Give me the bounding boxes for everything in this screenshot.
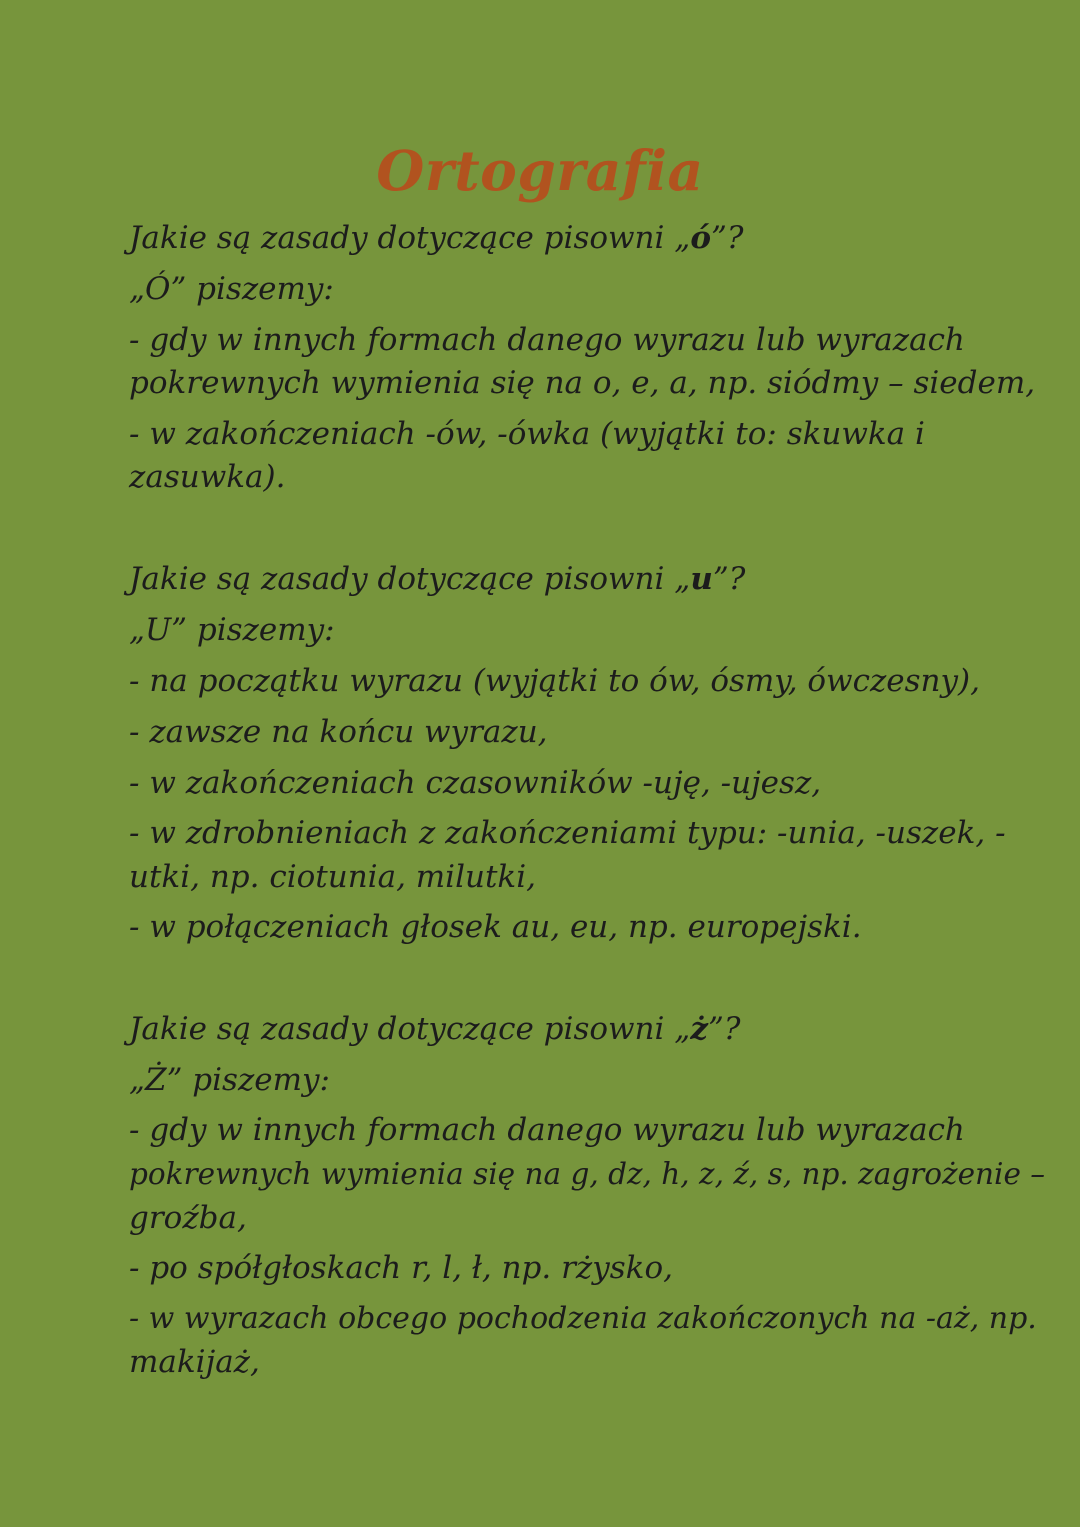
rule-line: - zawsze na końcu wyrazu,: [129, 714, 548, 750]
question-suffix: ”?: [707, 1011, 741, 1047]
rule-line: pokrewnych wymienia się na g, dz, h, z, ź, s, np. zagrożenie –: [129, 1157, 1046, 1191]
rule-line: - gdy w innych formach danego wyrazu lub wyrazach: [129, 322, 965, 358]
question-letter: ó: [690, 220, 712, 256]
rule-line: - w zakończeniach -ów, -ówka (wyjątki to: skuwka i: [129, 416, 925, 452]
page-title: Ortografia: [376, 138, 704, 203]
rule-line: groźba,: [129, 1200, 247, 1236]
question-letter: ż: [690, 1011, 708, 1047]
rule-line: utki, np. ciotunia, milutki,: [129, 859, 536, 895]
question-suffix: ”?: [712, 561, 746, 597]
section-intro: „U” piszemy:: [129, 612, 335, 648]
rule-line: - na początku wyrazu (wyjątki to ów, ósmy, ówczesny),: [129, 663, 980, 699]
section-intro: „Ż” piszemy:: [129, 1062, 331, 1098]
rule-line: - w wyrazach obcego pochodzenia zakończonych na -aż, np.: [129, 1301, 1037, 1336]
question-text: Jakie są zasady dotyczące pisowni „: [129, 220, 691, 256]
section-question-u: [129, 557, 745, 601]
rule-line: - gdy w innych formach danego wyrazu lub wyrazach: [129, 1112, 965, 1148]
section-question-o: [129, 216, 744, 260]
rule-line: pokrewnych wymienia się na o, e, a, np. siódmy – siedem,: [129, 365, 1036, 401]
question-text: Jakie są zasady dotyczące pisowni „: [129, 1011, 691, 1047]
question-suffix: ”?: [711, 220, 744, 256]
section-question-z: [129, 1007, 740, 1051]
question-letter: u: [690, 561, 713, 597]
rule-line: - w zdrobnieniach z zakończeniami typu: -unia, -uszek, -: [129, 815, 1006, 851]
rule-line: zasuwka).: [129, 459, 286, 495]
rule-line: - w zakończeniach czasowników -uję, -ujesz,: [129, 765, 822, 801]
rule-line: - po spółgłoskach r, l, ł, np. rżysko,: [129, 1250, 673, 1286]
question-text: Jakie są zasady dotyczące pisowni „: [129, 561, 691, 597]
section-intro: „Ó” piszemy:: [129, 271, 334, 307]
rule-line: makijaż,: [129, 1344, 260, 1380]
rule-line: - w połączeniach głosek au, eu, np. europejski.: [129, 909, 862, 945]
